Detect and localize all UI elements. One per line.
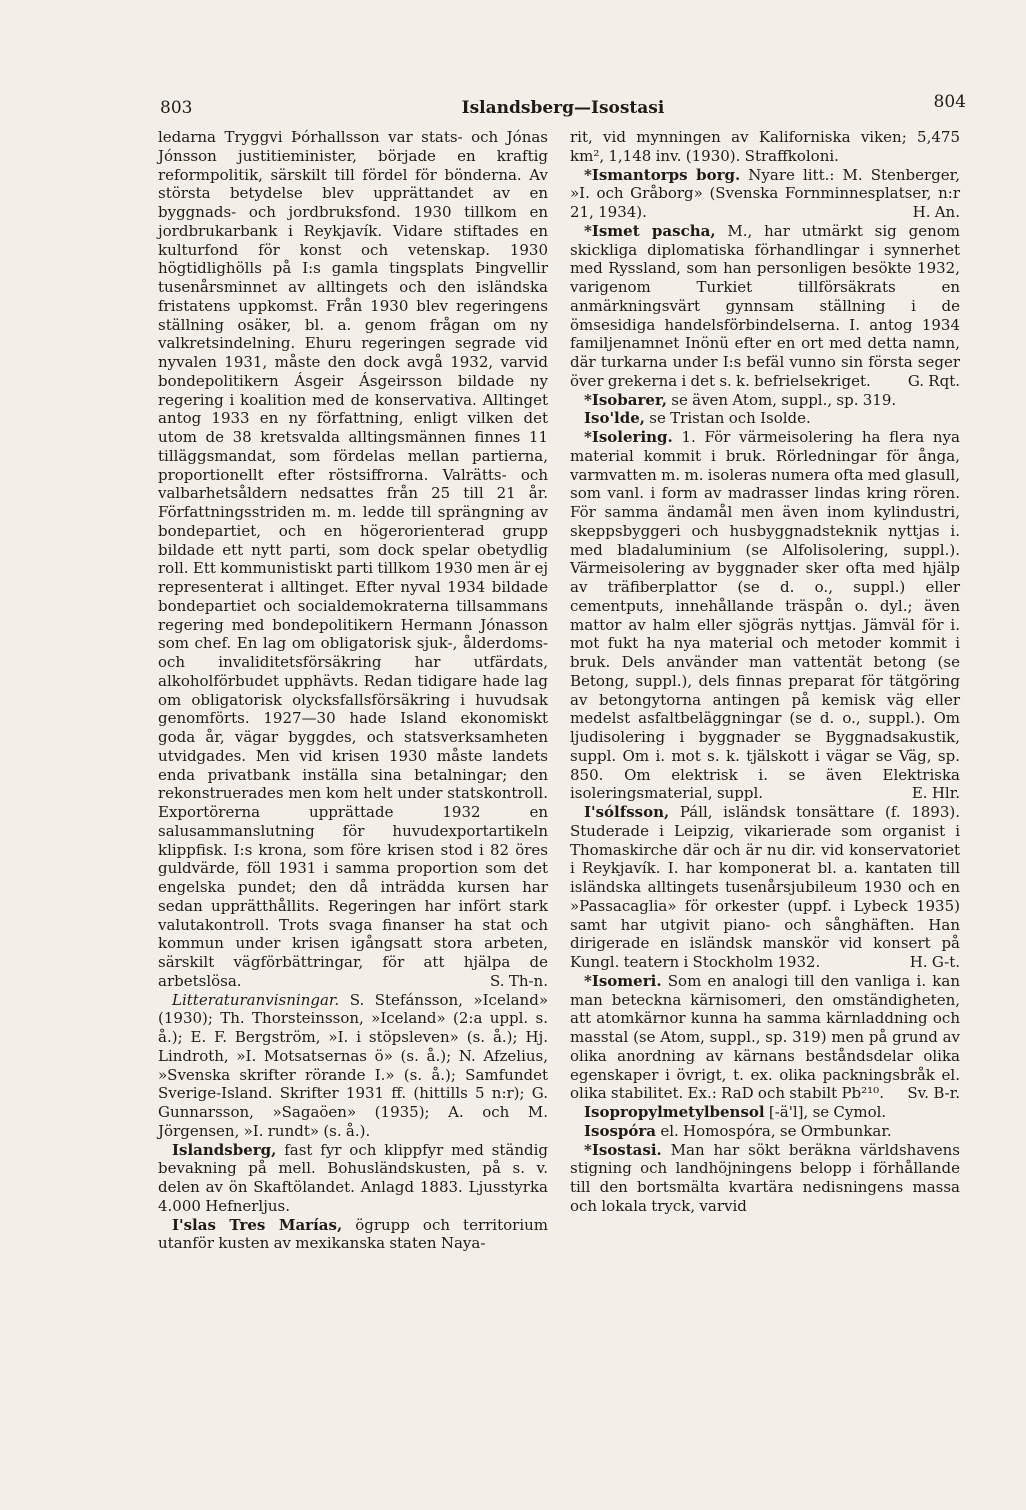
author-signature: E. Hlr. <box>911 784 960 803</box>
entry-text: Som en analogi till den vanliga i. kan man beteckna kärnisomeri, den omständigheten, att atomkärnor kunna ha samma kärnladdning och masstal (se Atom, suppl., sp. 319) men på grund av olika anordning av kärnans beståndsdelar olika egenskaper i övrigt, t. ex. olika packningsbråk el. olika stabilitet. Ex.: RaD och stabilt Pb²¹⁰. <box>570 971 960 1103</box>
right-column <box>570 128 960 1216</box>
entry-headword: Iso'lde, <box>584 409 646 428</box>
continuation-paragraph <box>570 128 960 166</box>
running-title: Islandsberg—Isostasi <box>461 98 665 118</box>
paragraph-text: rit, vid mynningen av Kaliforniska viken; 5,475 km², 1,148 inv. (1930). Straffkoloni. <box>570 128 960 165</box>
entry-isopropylmetylbensol <box>570 1103 960 1122</box>
entry-headword: *Isobarer, <box>584 390 667 409</box>
paragraph-text: ledarna Tryggvi Þórhallsson var stats- och Jónas Jónsson justitieminister, började en kraftig reformpolitik, särskilt till fördel för bönderna. Av största betydelse blev upprättandet av en byggnads- och jordbruksfond. 1930 tillkom en jordbrukarbank i Reykjavík. Vidare stiftades en kulturfond för konst och vetenskap. 1930 högtidlighölls på I:s gamla tingsplats Þingvellir tusenårsminnet av alltingets och den isländska fristatens uppkomst. Från 1930 blev regeringens ställning osäker, bl. a. genom frågan om ny valkretsindelning. Ehuru regeringen segrade vid nyvalen 1931, måste den dock avgå 1932, varvid bondepolitikern Ásgeir Ásgeirsson bildade ny regering i koalition med de konservativa. Alltinget antog 1933 en ny författning, enligt vilken det utom de 38 kretsvalda alltingsmännen finnes 11 tilläggsmandat, som fördelas mellan partierna, proportionellt efter röstsiffrorna. Valrätts- och valbarhetsåldern nedsattes från 25 till 21 år. Författningsstriden m. m. ledde till sprängning av bondepartiet, och en högerorienterad grupp bildade ett nytt parti, som dock spelar obetydlig roll. Ett kommunistiskt parti tillkom 1930 men är ej representerat i alltinget. Efter nyval 1934 bildade bondepartiet och socialdemokraterna tillsammans regering med bondepolitikern Hermann Jónasson som chef. En lag om obligatorisk sjuk-, ålderdoms- och invaliditetsförsäkring har utfärdats, alkoholförbudet upphävts. Redan tidigare hade lag om obligatorisk olycksfallsförsäkring i huvudsak genomförts. 1927—30 hade Island ekonomiskt goda år, vägar byggdes, och statsverksamheten utvidgades. Men vid krisen 1930 måste landets enda privatbank inställa sina betalningar; den rekonstruerades men kom helt under statskontroll. Exportörerna upprättade 1932 en salusammanslutning för huvudexportartikeln klippfisk. I:s krona, som före krisen stod i 82 öres guldvärde, föll 1931 i samma proportion som det engelska pundet; den då inträdda kursen har sedan upprätthållits. Regeringen har infört stark valutakontroll. Trots svaga finanser ha stat och kommun under krisen igångsatt stora arbeten, särskilt vägförbättringar, för att hjälpa de arbetslösa. <box>158 128 548 990</box>
entry-headword: Isopropylmetylbensol <box>584 1103 765 1121</box>
entry-text: 1. För värmeisolering ha flera nya material kommit i bruk. Rörledningar för ånga, varmvatten m. m. isoleras numera ofta med glasull, som vanl. i form av madrasser lindas kring rören. För samma ändamål men även inom kylindustri, skeppsbyggeri och husbyggnadsteknik nyttjas i. med bladaluminium (se Alfolisolering, suppl.). Värmeisolering av byggnader sker ofta med hjälp av träfiberplattor (se d. o., suppl.) eller cementputs, innehållande träspån o. dyl.; även mattor av halm eller sjögräs nyttjas. Jämväl för i. mot fukt ha nya material och metoder kommit i bruk. Dels använder man vattentät betong (se Betong, suppl.), dels finnas preparat för tätgöring av betongytorna antingen på kemisk väg eller medelst asfaltbeläggningar (se d. o., suppl.). Om ljudisolering i byggnader se Byggnadsakustik, suppl. Om i. mot s. k. tjälskott i vägar se Väg, sp. 850. Om elektrisk i. se även Elektriska isoleringsmaterial, suppl. <box>570 428 960 803</box>
entry-headword: Islandsberg, <box>172 1140 277 1159</box>
entry-headword: *Ismantorps borg. <box>584 165 741 184</box>
entry-isostasi <box>570 1141 960 1216</box>
page-number-right: 804 <box>933 92 966 112</box>
entry-ismet-pascha <box>570 222 960 391</box>
entry-headword: I'sólfsson, <box>584 803 670 821</box>
author-signature: G. Rqt. <box>907 371 960 390</box>
entry-isomeri <box>570 972 960 1103</box>
entry-islandsberg <box>158 1141 548 1216</box>
entry-islas-tres-marias <box>158 1216 548 1254</box>
page-header <box>160 90 966 120</box>
entry-text: Páll, isländsk tonsättare (f. 1893). Studerade i Leipzig, vikarierade som organist i Thomaskirche där och är nu dir. vid konservatoriet i Reykjavík. I. har komponerat bl. a. kantaten till isländska alltingets tusenårsjubileum 1930 och en »Passacaglia» för orkester (uppf. i Lybeck 1935) samt har utgivit piano- och sånghäften. Han dirigerade en isländsk manskör vid konsert på Kungl. teatern i Stockholm 1932. <box>570 803 960 971</box>
iceland-politics-paragraph <box>158 128 548 991</box>
entry-isolde <box>570 409 960 428</box>
entry-headword: I'slas Tres Marías, <box>172 1215 343 1234</box>
literature-text: S. Stefánsson, »Iceland» (1930); Th. Thorsteinsson, »Iceland» (2:a uppl. s. å.); E. F. Bergström, »I. i stöpsleven» (s. å.); Hj. Lindroth, »I. Motsatsernas ö» (s. å.); N. Afzelius, »Svenska skrifter rörande I.» (s. å.); Samfundet Sverige-Island. Skrifter 1931 ff. (hittills 5 n:r); G. Gunnarsson, »Sagaöen» (1935); A. och M. Jörgensen, »I. rundt» (s. å.). <box>158 990 548 1140</box>
entry-ismantorps-borg <box>570 166 960 222</box>
entry-text: Man har sökt beräkna världshavens stigning och landhöjningens belopp i förhållande till den bortsmälta kvartära nedisningens massa och lokala tryck, varvid <box>570 1140 960 1215</box>
entry-isolering <box>570 428 960 803</box>
author-signature: H. An. <box>912 203 960 221</box>
entry-headword: *Ismet pascha, <box>584 221 716 240</box>
entry-text: M., har utmärkt sig genom skickliga diplomatiska förhandlingar i synnerhet med Ryssland, som han personligen besökte 1932, varigenom Turkiet tillförsäkrats en anmärkningsvärt gynnsam ställning i de ömsesidiga handelsförbindelserna. I. antog 1934 familjenamnet Inönü efter en ort med detta namn, där turkarna under I:s befäl vunno sin första seger över grekerna i det s. k. befrielsekriget. <box>570 221 960 390</box>
entry-isospora <box>570 1122 960 1141</box>
literature-paragraph <box>158 991 548 1141</box>
entry-text: ögrupp och territorium utanför kusten av mexikanska staten Naya- <box>158 1215 548 1253</box>
literature-label: Litteraturanvisningar. <box>172 990 340 1009</box>
entry-headword: *Isostasi. <box>584 1140 662 1159</box>
entry-isobarer <box>570 391 960 410</box>
entry-text: se Tristan och Isolde. <box>649 409 811 428</box>
entry-isolfsson <box>570 803 960 972</box>
author-signature: S. Th-n. <box>490 971 548 990</box>
entry-text: se även Atom, suppl., sp. 319. <box>671 390 897 409</box>
page-number-left: 803 <box>160 98 193 118</box>
entry-text: [-ä'l], se Cymol. <box>768 1103 887 1121</box>
entry-headword: *Isolering. <box>584 428 673 446</box>
entry-text: Nyare litt.: M. Stenberger, »I. och Gråborg» (Svenska Fornminnesplatser, n:r 21, 1934). <box>570 165 960 221</box>
entry-headword: *Isomeri. <box>584 971 662 990</box>
author-signature: H. G-t. <box>909 953 960 971</box>
entry-text: fast fyr och klippfyr med ständig bevakning på mell. Bohusländskusten, på s. v. delen av ön Skaftölandet. Anlagd 1883. Ljusstyrka 4.000 Hefnerljus. <box>158 1140 548 1215</box>
left-column <box>158 128 548 1253</box>
entry-headword: Isospóra <box>584 1121 657 1140</box>
entry-text: el. Homospóra, se Ormbunkar. <box>660 1121 892 1140</box>
author-signature: Sv. B-r. <box>907 1084 960 1103</box>
